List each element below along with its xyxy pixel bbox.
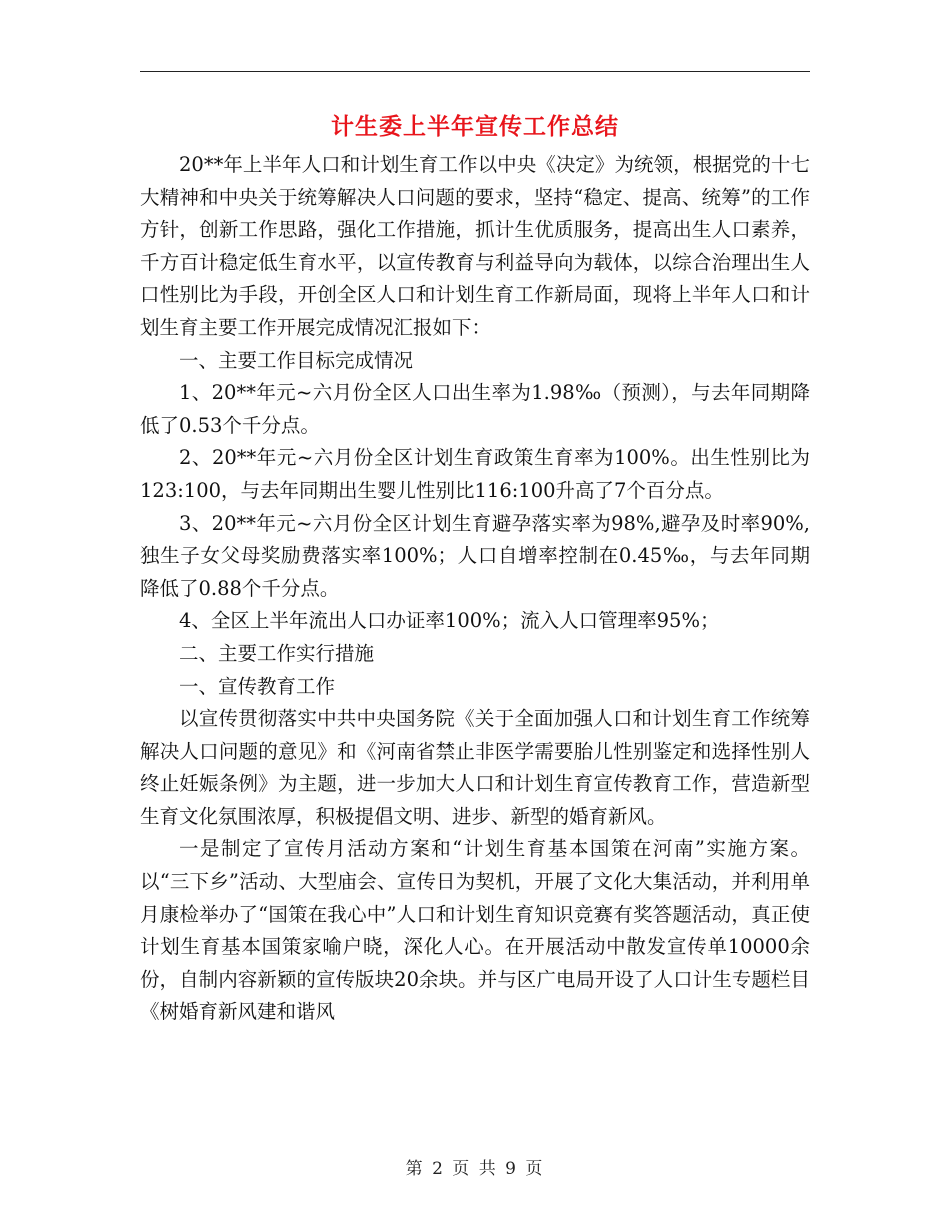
header-rule bbox=[140, 71, 810, 72]
heading-publicity-education: 一、宣传教育工作 bbox=[179, 674, 336, 698]
paragraph-item-3: 3、20**年元~六月份全区计划生育避孕落实率为98%,避孕及时率90%,独生子女父母奖励费落实率100%；人口自增率控制在0.45‰，与去年同期降低了0.88个千分点。 bbox=[140, 511, 810, 600]
paragraph-item-2: 2、20**年元~六月份全区计划生育政策生育率为100%。出生性别比为123:100，与去年同期出生婴儿性别比116:100升高了7个百分点。 bbox=[140, 446, 810, 502]
document-body bbox=[140, 149, 810, 1029]
paragraph-item-1: 1、20**年元~六月份全区人口出生率为1.98‰（预测），与去年同期降低了0.53个千分点。 bbox=[140, 381, 810, 437]
heading-measures: 二、主要工作实行措施 bbox=[179, 641, 375, 665]
document-title: 计生委上半年宣传工作总结 bbox=[331, 113, 619, 140]
page-number-footer: 第 2 页 共 9 页 bbox=[405, 1159, 545, 1179]
paragraph-intro: 20**年上半年人口和计划生育工作以中央《决定》为统领，根据党的十七大精神和中央关于统筹解决人口问题的要求，坚持“稳定、提高、统筹”的工作方针，创新工作思路，强化工作措施，抓计生优质服务，提高出生人口素养，千方百计稳定低生育水平，以宣传教育与利益导向为载体，以综合治理出生人口性别比为手段，开创全区人口和计划生育工作新局面，现将上半年人口和计划生育主要工作开展完成情况汇报如下： bbox=[140, 153, 810, 339]
paragraph-publicity-activities: 一是制定了宣传月活动方案和“计划生育基本国策在河南”实施方案。以“三下乡”活动、大型庙会、宣传日为契机，开展了文化大集活动，并利用单月康检举办了“国策在我心中”人口和计划生育知识竞赛有奖答题活动，真正使计划生育基本国策家喻户晓，深化人心。在开展活动中散发宣传单10000余份，自制内容新颖的宣传版块20余块。并与区广电局开设了人口计生专题栏目《树婚育新风建和谐风 bbox=[140, 837, 810, 1024]
paragraph-item-4: 4、全区上半年流出人口办证率100%；流入人口管理率95%； bbox=[179, 609, 720, 633]
paragraph-publicity-theme: 以宣传贯彻落实中共中央国务院《关于全面加强人口和计划生育工作统筹解决人口问题的意见》和《河南省禁止非医学需要胎儿性别鉴定和选择性别人终止妊娠条例》为主题，进一步加大人口和计划生育宣传教育工作，营造新型生育文化氛围浓厚，积极提倡文明、进步、新型的婚育新风。 bbox=[140, 707, 810, 828]
heading-goals-completion: 一、主要工作目标完成情况 bbox=[179, 348, 414, 372]
